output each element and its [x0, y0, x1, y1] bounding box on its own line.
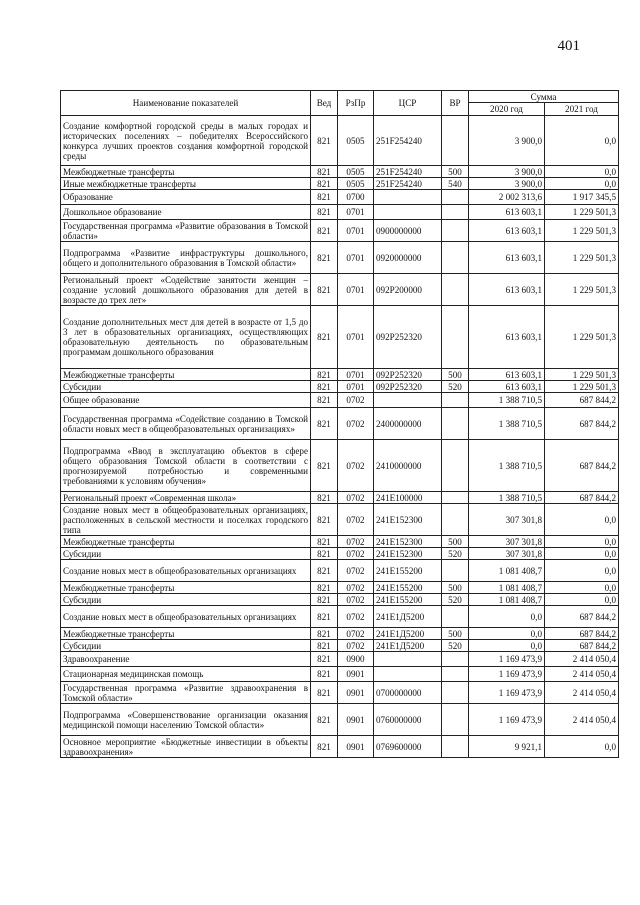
- cell-amount-2020: 1 388 710,5: [469, 408, 545, 440]
- cell-name: Государственная программа «Развитие здравоохранения в Томской области»: [61, 682, 311, 704]
- table-row: [61, 536, 619, 548]
- cell-amount-2021: 2 414 050,4: [545, 667, 619, 682]
- cell-name: Межбюджетные трансферты: [61, 166, 311, 178]
- cell-rzpr: 0701: [338, 220, 374, 242]
- table-row: [61, 381, 619, 393]
- cell-vr: [442, 736, 469, 758]
- cell-amount-2020: 1 388 710,5: [469, 492, 545, 504]
- cell-ved: 821: [311, 381, 338, 393]
- cell-amount-2020: 613 603,1: [469, 381, 545, 393]
- cell-rzpr: 0702: [338, 560, 374, 582]
- cell-rzpr: 0702: [338, 582, 374, 594]
- cell-rzpr: 0901: [338, 736, 374, 758]
- cell-vr: [442, 606, 469, 628]
- cell-name: Субсидии: [61, 381, 311, 393]
- cell-name: Государственная программа «Содействие созданию в Томской области новых мест в общеобразовательных организациях»: [61, 408, 311, 440]
- cell-amount-2020: 1 169 473,9: [469, 682, 545, 704]
- cell-rzpr: 0505: [338, 178, 374, 190]
- cell-amount-2020: 613 603,1: [469, 205, 545, 220]
- cell-amount-2021: 0,0: [545, 548, 619, 560]
- cell-vr: [442, 667, 469, 682]
- cell-rzpr: 0701: [338, 369, 374, 381]
- table-row: [61, 736, 619, 758]
- cell-ved: 821: [311, 628, 338, 640]
- cell-ved: 821: [311, 220, 338, 242]
- table-row: [61, 628, 619, 640]
- cell-csr: [374, 667, 442, 682]
- table-row: [61, 242, 619, 274]
- cell-name: Подпрограмма «Ввод в эксплуатацию объектов в сфере общего образования Томской области в соответствии с прогнозируемой потребностью и современными требованиями к условиям обучения»: [61, 440, 311, 492]
- cell-amount-2021: 0,0: [545, 116, 619, 166]
- cell-ved: 821: [311, 178, 338, 190]
- cell-amount-2021: 0,0: [545, 560, 619, 582]
- cell-amount-2021: 1 229 501,3: [545, 369, 619, 381]
- cell-ved: 821: [311, 736, 338, 758]
- cell-name: Межбюджетные трансферты: [61, 369, 311, 381]
- cell-rzpr: 0701: [338, 274, 374, 306]
- cell-amount-2021: 0,0: [545, 536, 619, 548]
- cell-vr: 520: [442, 640, 469, 652]
- header-sum: Сумма: [469, 91, 619, 103]
- cell-csr: 251F254240: [374, 166, 442, 178]
- cell-rzpr: 0701: [338, 242, 374, 274]
- cell-rzpr: 0901: [338, 682, 374, 704]
- cell-rzpr: 0901: [338, 667, 374, 682]
- cell-vr: [442, 652, 469, 667]
- cell-vr: [442, 704, 469, 736]
- cell-ved: 821: [311, 492, 338, 504]
- cell-csr: [374, 205, 442, 220]
- cell-amount-2020: 3 900,0: [469, 116, 545, 166]
- cell-amount-2020: 1 081 408,7: [469, 594, 545, 606]
- cell-ved: 821: [311, 205, 338, 220]
- cell-name: Дошкольное образование: [61, 205, 311, 220]
- header-csr: ЦСР: [374, 91, 442, 116]
- cell-csr: 241E152300: [374, 504, 442, 536]
- cell-amount-2021: 1 917 345,5: [545, 190, 619, 205]
- cell-ved: 821: [311, 369, 338, 381]
- cell-amount-2021: 1 229 501,3: [545, 242, 619, 274]
- cell-csr: 2400000000: [374, 408, 442, 440]
- cell-name: Создание комфортной городской среды в малых городах и исторических поселениях – победителях Всероссийского конкурса лучших проектов создания комфортной городской среды: [61, 116, 311, 166]
- table-row: [61, 306, 619, 369]
- cell-csr: 092P252320: [374, 306, 442, 369]
- cell-vr: [442, 220, 469, 242]
- cell-amount-2021: 2 414 050,4: [545, 682, 619, 704]
- cell-name: Межбюджетные трансферты: [61, 536, 311, 548]
- cell-rzpr: 0701: [338, 306, 374, 369]
- cell-name: Создание дополнительных мест для детей в возрасте от 1,5 до 3 лет в образовательных организациях, осуществляющих образовательную деятельность по образовательным программам дошкольного образования: [61, 306, 311, 369]
- cell-amount-2021: 0,0: [545, 582, 619, 594]
- cell-name: Основное мероприятие «Бюджетные инвестиции в объекты здравоохранения»: [61, 736, 311, 758]
- cell-amount-2020: 0,0: [469, 640, 545, 652]
- cell-name: Межбюджетные трансферты: [61, 628, 311, 640]
- cell-name: Субсидии: [61, 640, 311, 652]
- table-row: [61, 178, 619, 190]
- cell-amount-2020: 1 169 473,9: [469, 667, 545, 682]
- cell-rzpr: 0702: [338, 393, 374, 408]
- cell-rzpr: 0702: [338, 492, 374, 504]
- cell-rzpr: 0702: [338, 440, 374, 492]
- cell-vr: [442, 408, 469, 440]
- cell-ved: 821: [311, 393, 338, 408]
- cell-ved: 821: [311, 560, 338, 582]
- cell-amount-2020: 3 900,0: [469, 166, 545, 178]
- cell-vr: 500: [442, 369, 469, 381]
- cell-ved: 821: [311, 652, 338, 667]
- cell-ved: 821: [311, 548, 338, 560]
- cell-ved: 821: [311, 190, 338, 205]
- cell-ved: 821: [311, 606, 338, 628]
- cell-amount-2021: 0,0: [545, 178, 619, 190]
- cell-vr: 500: [442, 582, 469, 594]
- cell-name: Государственная программа «Развитие образования в Томской области»: [61, 220, 311, 242]
- table-row: [61, 582, 619, 594]
- cell-ved: 821: [311, 306, 338, 369]
- table-row: [61, 704, 619, 736]
- cell-amount-2020: 307 301,8: [469, 504, 545, 536]
- cell-amount-2021: 687 844,2: [545, 628, 619, 640]
- table-row: [61, 369, 619, 381]
- cell-csr: [374, 393, 442, 408]
- cell-name: Стационарная медицинская помощь: [61, 667, 311, 682]
- cell-vr: [442, 190, 469, 205]
- cell-amount-2021: 1 229 501,3: [545, 220, 619, 242]
- cell-vr: [442, 492, 469, 504]
- cell-rzpr: 0901: [338, 704, 374, 736]
- page-number: 401: [557, 38, 580, 54]
- cell-csr: 241E155200: [374, 582, 442, 594]
- table-row: [61, 166, 619, 178]
- cell-csr: 092P252320: [374, 369, 442, 381]
- cell-amount-2021: 0,0: [545, 736, 619, 758]
- cell-name: Создание новых мест в общеобразовательных организациях: [61, 560, 311, 582]
- table-row: [61, 220, 619, 242]
- header-year-2021: 2021 год: [545, 103, 619, 116]
- cell-ved: 821: [311, 242, 338, 274]
- cell-csr: 092P252320: [374, 381, 442, 393]
- header-vr: ВР: [442, 91, 469, 116]
- cell-csr: 241E100000: [374, 492, 442, 504]
- header-rzpr: РзПр: [338, 91, 374, 116]
- cell-csr: 2410000000: [374, 440, 442, 492]
- table-row: [61, 440, 619, 492]
- cell-amount-2020: 1 169 473,9: [469, 704, 545, 736]
- table-row: [61, 274, 619, 306]
- cell-vr: 500: [442, 536, 469, 548]
- cell-csr: 241E155200: [374, 560, 442, 582]
- cell-csr: 092P200000: [374, 274, 442, 306]
- cell-rzpr: 0702: [338, 548, 374, 560]
- cell-csr: [374, 190, 442, 205]
- cell-csr: [374, 652, 442, 667]
- cell-amount-2020: 1 169 473,9: [469, 652, 545, 667]
- cell-amount-2021: 687 844,2: [545, 606, 619, 628]
- cell-amount-2020: 613 603,1: [469, 242, 545, 274]
- cell-amount-2021: 2 414 050,4: [545, 704, 619, 736]
- cell-ved: 821: [311, 667, 338, 682]
- table-row: [61, 640, 619, 652]
- table-row: [61, 393, 619, 408]
- cell-amount-2020: 1 388 710,5: [469, 440, 545, 492]
- cell-csr: 0760000000: [374, 704, 442, 736]
- cell-amount-2020: 613 603,1: [469, 369, 545, 381]
- cell-ved: 821: [311, 504, 338, 536]
- cell-vr: 540: [442, 178, 469, 190]
- cell-name: Субсидии: [61, 548, 311, 560]
- cell-amount-2020: 2 002 313,6: [469, 190, 545, 205]
- cell-name: Образование: [61, 190, 311, 205]
- cell-name: Межбюджетные трансферты: [61, 582, 311, 594]
- table-row: [61, 190, 619, 205]
- cell-amount-2021: 687 844,2: [545, 640, 619, 652]
- cell-ved: 821: [311, 116, 338, 166]
- cell-csr: 0920000000: [374, 242, 442, 274]
- cell-vr: [442, 560, 469, 582]
- cell-name: Иные межбюджетные трансферты: [61, 178, 311, 190]
- cell-amount-2020: 3 900,0: [469, 178, 545, 190]
- cell-ved: 821: [311, 536, 338, 548]
- cell-rzpr: 0505: [338, 116, 374, 166]
- cell-name: Субсидии: [61, 594, 311, 606]
- cell-rzpr: 0700: [338, 190, 374, 205]
- cell-amount-2020: 613 603,1: [469, 220, 545, 242]
- cell-name: Подпрограмма «Развитие инфраструктуры дошкольного, общего и дополнительного образования в Томской области»: [61, 242, 311, 274]
- cell-ved: 821: [311, 640, 338, 652]
- table-row: [61, 116, 619, 166]
- cell-amount-2021: 1 229 501,3: [545, 381, 619, 393]
- cell-amount-2021: 0,0: [545, 166, 619, 178]
- table-row: [61, 594, 619, 606]
- cell-vr: 520: [442, 381, 469, 393]
- cell-ved: 821: [311, 408, 338, 440]
- cell-csr: 241E152300: [374, 548, 442, 560]
- cell-amount-2021: 0,0: [545, 504, 619, 536]
- cell-vr: [442, 306, 469, 369]
- cell-amount-2020: 1 081 408,7: [469, 582, 545, 594]
- cell-amount-2020: 307 301,8: [469, 536, 545, 548]
- cell-csr: 241E152300: [374, 536, 442, 548]
- cell-rzpr: 0702: [338, 504, 374, 536]
- cell-vr: [442, 274, 469, 306]
- cell-amount-2021: 1 229 501,3: [545, 274, 619, 306]
- table-row: [61, 408, 619, 440]
- header-ved: Вед: [311, 91, 338, 116]
- table-row: [61, 492, 619, 504]
- cell-name: Региональный проект «Современная школа»: [61, 492, 311, 504]
- cell-amount-2020: 613 603,1: [469, 306, 545, 369]
- cell-vr: [442, 504, 469, 536]
- cell-csr: 251F254240: [374, 178, 442, 190]
- cell-csr: 0700000000: [374, 682, 442, 704]
- cell-vr: 520: [442, 548, 469, 560]
- cell-vr: [442, 440, 469, 492]
- cell-amount-2020: 1 081 408,7: [469, 560, 545, 582]
- cell-ved: 821: [311, 274, 338, 306]
- cell-ved: 821: [311, 682, 338, 704]
- cell-rzpr: 0702: [338, 594, 374, 606]
- table-row: [61, 667, 619, 682]
- cell-amount-2021: 687 844,2: [545, 408, 619, 440]
- cell-rzpr: 0900: [338, 652, 374, 667]
- cell-ved: 821: [311, 440, 338, 492]
- cell-amount-2021: 687 844,2: [545, 492, 619, 504]
- cell-csr: 241E1Д5200: [374, 640, 442, 652]
- cell-amount-2020: 9 921,1: [469, 736, 545, 758]
- cell-vr: [442, 116, 469, 166]
- table-row: [61, 548, 619, 560]
- cell-amount-2020: 1 388 710,5: [469, 393, 545, 408]
- cell-amount-2020: 0,0: [469, 628, 545, 640]
- cell-name: Общее образование: [61, 393, 311, 408]
- cell-amount-2021: 1 229 501,3: [545, 306, 619, 369]
- cell-csr: 0769600000: [374, 736, 442, 758]
- budget-table: [60, 90, 619, 758]
- cell-ved: 821: [311, 582, 338, 594]
- cell-vr: [442, 393, 469, 408]
- cell-vr: 500: [442, 628, 469, 640]
- cell-ved: 821: [311, 704, 338, 736]
- cell-amount-2020: 0,0: [469, 606, 545, 628]
- cell-amount-2021: 0,0: [545, 594, 619, 606]
- cell-amount-2020: 307 301,8: [469, 548, 545, 560]
- cell-rzpr: 0702: [338, 628, 374, 640]
- cell-csr: 251F254240: [374, 116, 442, 166]
- cell-amount-2021: 687 844,2: [545, 440, 619, 492]
- cell-rzpr: 0702: [338, 606, 374, 628]
- table-row: [61, 606, 619, 628]
- header-name: Наименование показателей: [61, 91, 311, 116]
- cell-name: Здравоохранение: [61, 652, 311, 667]
- cell-rzpr: 0702: [338, 536, 374, 548]
- header-year-2020: 2020 год: [469, 103, 545, 116]
- cell-vr: [442, 242, 469, 274]
- cell-csr: 0900000000: [374, 220, 442, 242]
- table-row: [61, 682, 619, 704]
- cell-rzpr: 0505: [338, 166, 374, 178]
- cell-amount-2021: 687 844,2: [545, 393, 619, 408]
- cell-amount-2021: 1 229 501,3: [545, 205, 619, 220]
- table-row: [61, 560, 619, 582]
- cell-name: Создание новых мест в общеобразовательных организациях, расположенных в сельской местности и поселках городского типа: [61, 504, 311, 536]
- cell-vr: 520: [442, 594, 469, 606]
- cell-name: Региональный проект «Содействие занятости женщин – создание условий дошкольного образования для детей в возрасте до трех лет»: [61, 274, 311, 306]
- table-row: [61, 205, 619, 220]
- cell-csr: 241E1Д5200: [374, 606, 442, 628]
- cell-vr: [442, 205, 469, 220]
- cell-amount-2020: 613 603,1: [469, 274, 545, 306]
- table-body: [61, 116, 619, 758]
- cell-name: Подпрограмма «Совершенствование организации оказания медицинской помощи населению Томской области»: [61, 704, 311, 736]
- cell-csr: 241E1Д5200: [374, 628, 442, 640]
- cell-rzpr: 0701: [338, 205, 374, 220]
- cell-vr: [442, 682, 469, 704]
- cell-amount-2021: 2 414 050,4: [545, 652, 619, 667]
- cell-rzpr: 0701: [338, 381, 374, 393]
- cell-rzpr: 0702: [338, 640, 374, 652]
- cell-name: Создание новых мест в общеобразовательных организациях: [61, 606, 311, 628]
- cell-vr: 500: [442, 166, 469, 178]
- table-row: [61, 652, 619, 667]
- cell-rzpr: 0702: [338, 408, 374, 440]
- table-row: [61, 504, 619, 536]
- cell-ved: 821: [311, 594, 338, 606]
- cell-csr: 241E155200: [374, 594, 442, 606]
- cell-ved: 821: [311, 166, 338, 178]
